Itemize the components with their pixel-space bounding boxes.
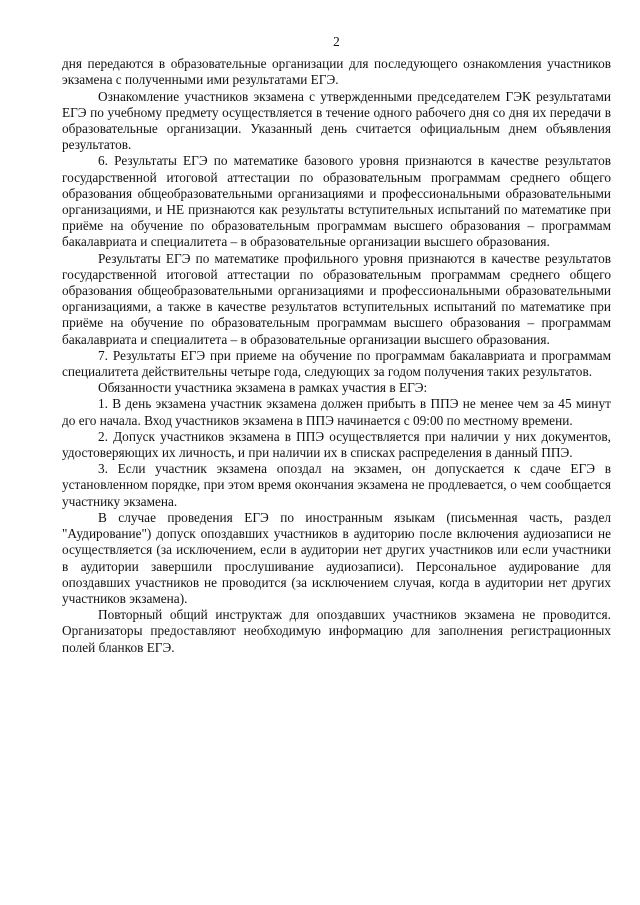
paragraph-duty-1-arrival: 1. В день экзамена участник экзамена должен прибыть в ППЭ не менее чем за 45 минут до его начала. Вход участников экзамена в ППЭ начинается с 09:00 по местному времени. bbox=[62, 396, 611, 428]
document-page bbox=[62, 34, 611, 656]
paragraph-profile-math: Результаты ЕГЭ по математике профильного уровня признаются в качестве результатов государственной итоговой аттестации по образовательным программам среднего общего образования общеобразовательными организациями и профессиональными образовательными организациями, а также в качестве результатов вступительных испытаний по математике при приёме на обучение по образовательным программам высшего образования – программам бакалавриата и специалитета – в образовательные организации высшего образования. bbox=[62, 250, 611, 347]
paragraph-item-6-base-math: 6. Результаты ЕГЭ по математике базового уровня признаются в качестве результатов государственной итоговой аттестации по образовательным программам среднего общего образования общеобразовательными организациями и профессиональными образовательными организациями, и НЕ признаются как результаты вступительных испытаний по математике при приёме на обучение по образовательным программам высшего образования – программам бакалавриата и специалитета – в образовательные организации высшего образования. bbox=[62, 153, 611, 250]
paragraph-duties-heading: Обязанности участника экзамена в рамках участия в ЕГЭ: bbox=[98, 380, 428, 396]
paragraph-duty-2-admission: 2. Допуск участников экзамена в ППЭ осуществляется при наличии у них документов, удостоверяющих их личность, и при наличии их в списках распределения в данный ППЭ. bbox=[62, 428, 611, 461]
page-number: 2 bbox=[333, 34, 340, 49]
paragraph-foreign-languages: В случае проведения ЕГЭ по иностранным языкам (письменная часть, раздел "Аудирование") допуск опоздавших участников в аудиторию после включения аудиозаписи не осуществляется (за исключением, если в аудитории нет других участников или если участники в аудитории завершили прослушивание аудиозаписи). Персональное аудирование для опоздавших участников не проводится (за исключением случая, когда в аудитории нет других участников экзамена). bbox=[62, 509, 611, 606]
paragraph-results-review: Ознакомление участников экзамена с утвержденными председателем ГЭК результатами ЕГЭ по учебному предмету осуществляется в течение одного рабочего дня со дня их передачи в образовательные организации. Указанный день считается официальным днем объявления результатов. bbox=[62, 88, 611, 153]
paragraph-item-7-validity: 7. Результаты ЕГЭ при приеме на обучение по программам бакалавриата и программам специалитета действительны четыре года, следующих за годом получения таких результатов. bbox=[62, 347, 611, 380]
paragraph-duty-3-late: 3. Если участник экзамена опоздал на экзамен, он допускается к сдаче ЕГЭ в установленном порядке, при этом время окончания экзамена не продлевается, о чем сообщается участнику экзамена. bbox=[62, 461, 611, 509]
paragraph-continuation: дня передаются в образовательные организации для последующего ознакомления участников экзамена с полученными ими результатами ЕГЭ. bbox=[62, 56, 611, 88]
paragraph-repeat-briefing: Повторный общий инструктаж для опоздавших участников экзамена не проводится. Организаторы предоставляют необходимую информацию для заполнения регистрационных полей бланков ЕГЭ. bbox=[62, 607, 611, 655]
